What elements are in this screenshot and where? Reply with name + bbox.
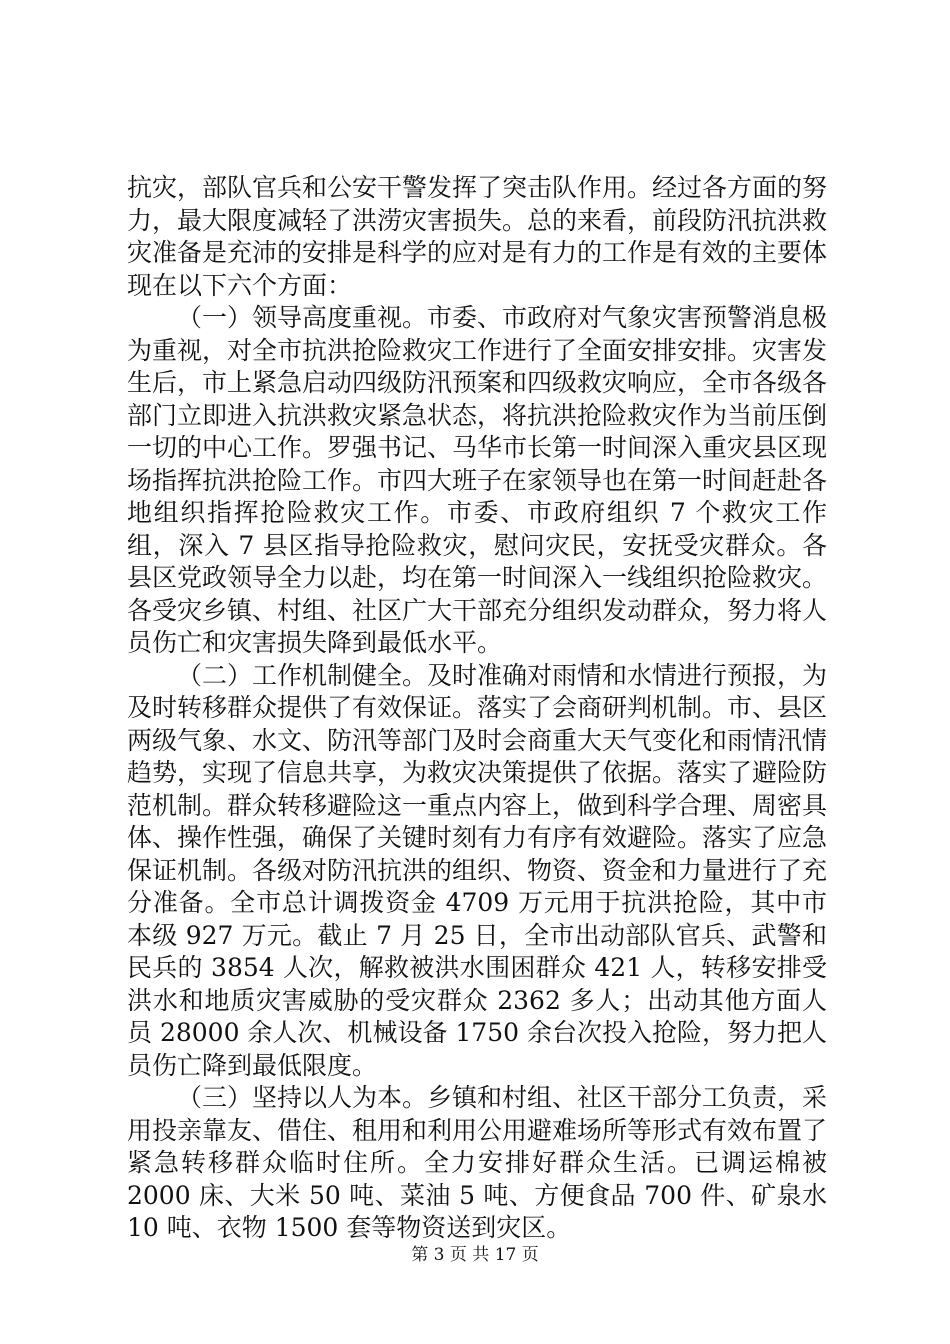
- paragraph-intro: 抗灾，部队官兵和公安干警发挥了突击队作用。经过各方面的努力，最大限度减轻了洪涝灾害损失。总的来看，前段防汛抗洪救灾准备是充沛的安排是科学的应对是有力的工作是有效的主要体现在以下六个方面：: [127, 173, 828, 300]
- page-number-footer: 第 3 页 共 17 页: [411, 1245, 539, 1265]
- paragraph-section-3: （三）坚持以人为本。乡镇和村组、社区干部分工负责，采用投亲靠友、借住、租用和利用公用避难场所等形式有效布置了紧急转移群众临时住所。全力安排好群众生活。已调运棉被 2000 床、大米 50 吨、菜油 5 吨、方便食品 700 件、矿泉水 10 吨、衣物 1500 套等物资送到灾区。: [127, 1083, 828, 1242]
- document-body: [127, 172, 827, 1245]
- paragraph-section-2: （二）工作机制健全。及时准确对雨情和水情进行预报，为及时转移群众提供了有效保证。落实了会商研判机制。市、县区两级气象、水文、防汛等部门及时会商重大天气变化和雨情汛情趋势，实现了信息共享，为救灾决策提供了依据。落实了避险防范机制。群众转移避险这一重点内容上，做到科学合理、周密具体、操作性强，确保了关键时刻有力有序有效避险。落实了应急保证机制。各级对防汛抗洪的组织、物资、资金和力量进行了充分准备。全市总计调拨资金 4709 万元用于抗洪抢险，其中市本级 927 万元。截止 7 月 25 日，全市出动部队官兵、武警和民兵的 3854 人次，解救被洪水围困群众 421 人，转移安排受洪水和地质灾害威胁的受灾群众 2362 多人；出动其他方面人员 28000 余人次、机械设备 1750 余台次投入抢险，努力把人员伤亡降到最低限度。: [127, 660, 828, 1080]
- paragraph-section-1: （一）领导高度重视。市委、市政府对气象灾害预警消息极为重视，对全市抗洪抢险救灾工作进行了全面安排安排。灾害发生后，市上紧急启动四级防汛预案和四级救灾响应，全市各级各部门立即进入抗洪救灾紧急状态，将抗洪抢险救灾作为当前压倒一切的中心工作。罗强书记、马华市长第一时间深入重灾县区现场指挥抗洪抢险工作。市四大班子在家领导也在第一时间赶赴各地组织指挥抢险救灾工作。市委、市政府组织 7 个救灾工作组，深入 7 县区指导抢险救灾，慰问灾民，安抚受灾群众。各县区党政领导全力以赴，均在第一时间深入一线组织抢险救灾。各受灾乡镇、村组、社区广大干部充分组织发动群众，努力将人员伤亡和灾害损失降到最低水平。: [127, 303, 828, 657]
